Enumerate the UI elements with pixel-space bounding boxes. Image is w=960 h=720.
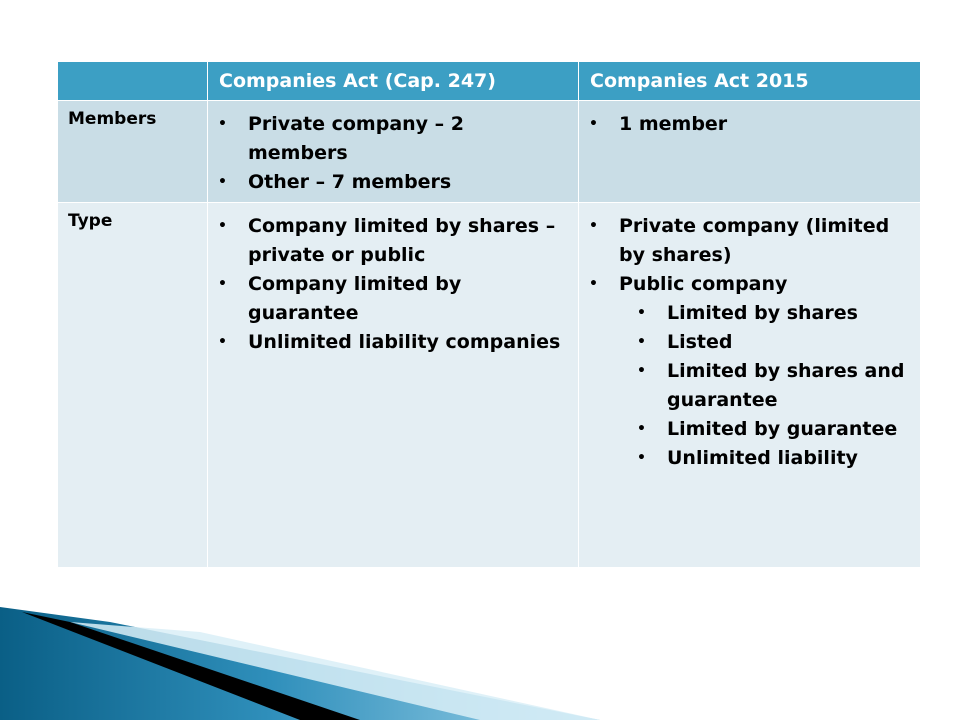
black-swoosh [22,612,360,720]
list-item: • Other – 7 members [218,168,570,197]
header-label: Companies Act (Cap. 247) [219,70,496,92]
list-item: • 1 member [589,110,912,139]
header-cell-2015 [579,62,921,101]
bullet-list [208,101,578,197]
bullet-list [579,101,920,139]
header-cell-cap247 [208,62,579,101]
row-label-members: Members [58,101,208,203]
light-swoosh [70,622,600,720]
list-item: • Private company (limited by shares) [589,212,912,270]
row-label-type: Type [58,203,208,568]
header-empty-cell [58,62,208,101]
bullet-list [579,203,920,473]
list-item: • Company limited by guarantee [218,270,570,328]
table-row-type [58,203,921,568]
bullet-list [208,203,578,357]
sub-list-item: • Limited by shares and guarantee [637,357,912,415]
table-row-members [58,101,921,203]
cell-members-cap247 [208,101,579,203]
sub-list-item: • Limited by guarantee [637,415,912,444]
comparison-table [57,61,921,568]
sub-list-item: • Listed [637,328,912,357]
sub-list-item: • Unlimited liability [637,444,912,473]
cell-type-cap247 [208,203,579,568]
sub-list-item: • Limited by shares [637,299,912,328]
cell-type-2015 [579,203,921,568]
cell-members-2015 [579,101,921,203]
header-label: Companies Act 2015 [590,70,809,92]
list-item-text: Public company [619,273,788,295]
list-item: • Unlimited liability companies [218,328,570,357]
list-item: • Private company – 2 members [218,110,570,168]
sub-bullet-list [619,299,912,473]
list-item [589,270,912,473]
table-header-row [58,62,921,101]
teal-swoosh [0,607,600,720]
list-item: • Company limited by shares – private or public [218,212,570,270]
